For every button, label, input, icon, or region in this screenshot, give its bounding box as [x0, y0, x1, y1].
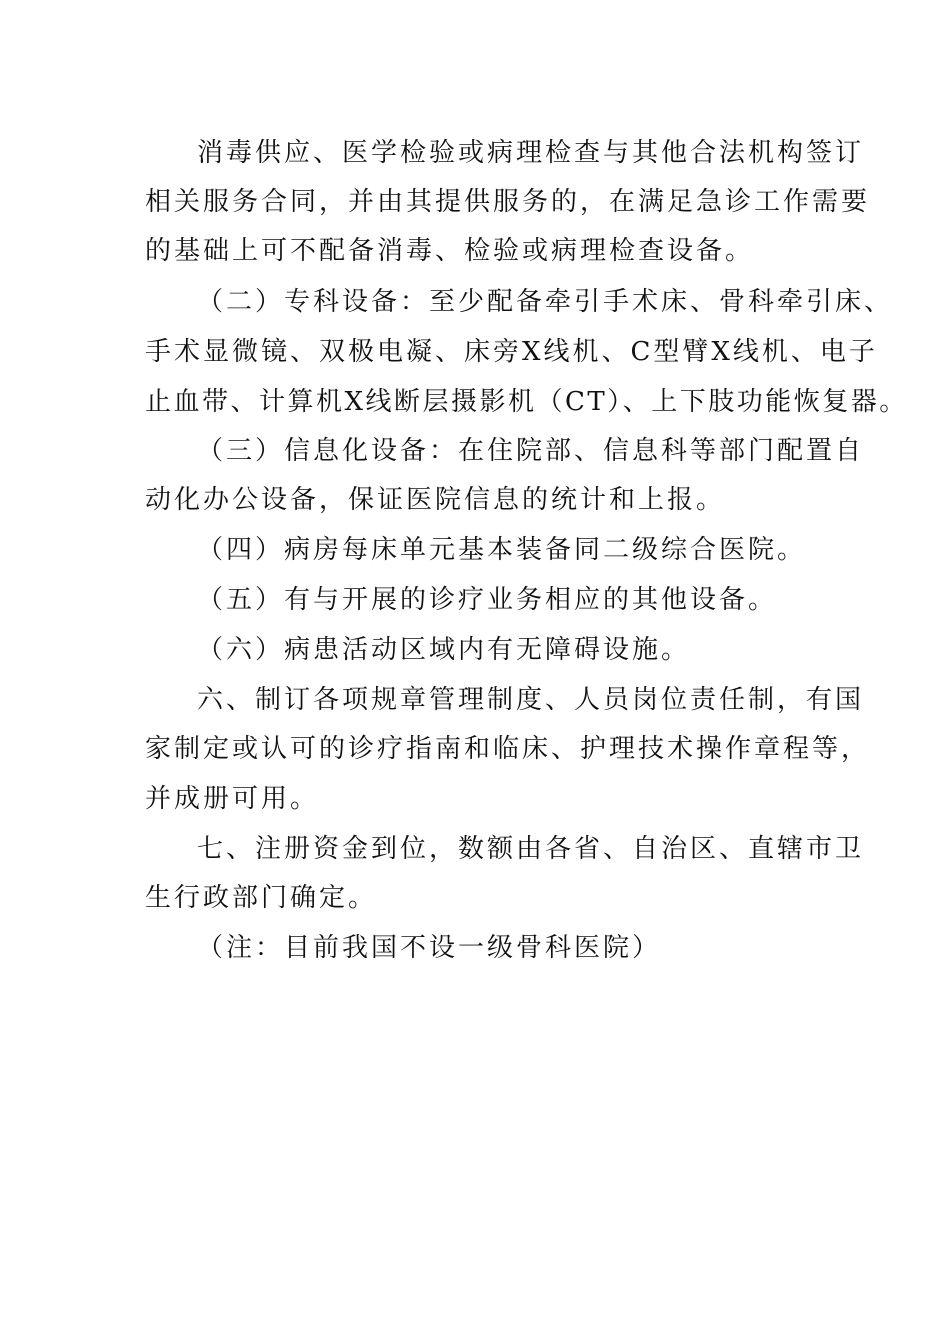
text-line: （四）病房每床单元基本装备同二级综合医院。 [197, 535, 807, 565]
text-line: 动化办公设备，保证医院信息的统计和上报。 [145, 485, 726, 515]
text-line: 手术显微镜、双极电凝、床旁X线机、C型臂X线机、电子 [145, 337, 878, 367]
text-line: （六）病患活动区域内有无障碍设施。 [197, 635, 691, 665]
text-line: 生行政部门确定。 [145, 883, 378, 913]
text-line: 止血带、计算机X线断层摄影机（CT）、上下肢功能恢复器。 [145, 387, 908, 417]
text-line: （二）专科设备：至少配备牵引手术床、骨科牵引床、 [197, 287, 894, 317]
text-line: 七、注册资金到位，数额由各省、自治区、直辖市卫 [197, 834, 865, 864]
text-line: 相关服务合同，并由其提供服务的，在满足急诊工作需要 [145, 187, 871, 217]
text-line: 的基础上可不配备消毒、检验或病理检查设备。 [145, 236, 755, 266]
text-line: （三）信息化设备：在住院部、信息科等部门配置自 [197, 436, 865, 466]
text-line: 消毒供应、医学检验或病理检查与其他合法机构签订 [197, 138, 865, 168]
text-line: 六、制订各项规章管理制度、人员岗位责任制，有国 [197, 685, 865, 715]
text-line: （五）有与开展的诊疗业务相应的其他设备。 [197, 585, 778, 615]
text-line: 家制定或认可的诊疗指南和临床、护理技术操作章程等， [145, 734, 871, 764]
text-line: （注：目前我国不设一级骨科医院） [197, 933, 662, 963]
text-line: 并成册可用。 [145, 784, 320, 814]
